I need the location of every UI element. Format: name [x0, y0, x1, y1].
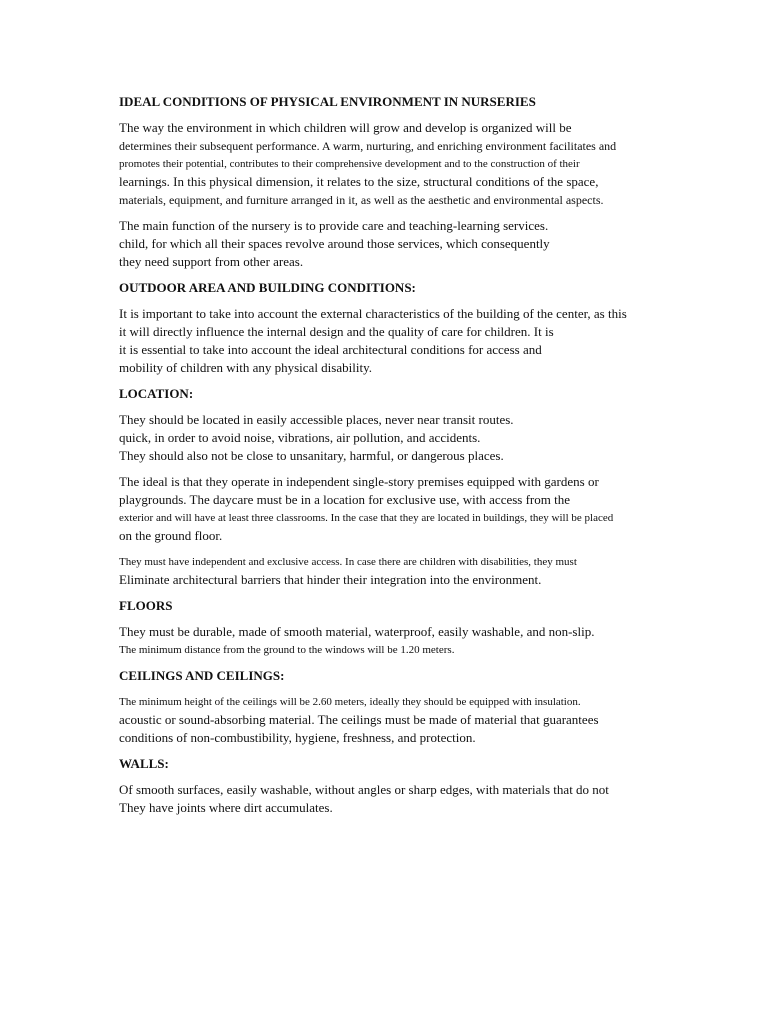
- section-heading-outdoor-area: OUTDOOR AREA AND BUILDING CONDITIONS:: [119, 280, 416, 295]
- section-heading-walls: WALLS:: [119, 756, 169, 771]
- text-line: playgrounds. The daycare must be in a location for exclusive use, with access from the: [119, 492, 571, 507]
- text-line: on the ground floor.: [119, 528, 223, 543]
- text-line: The minimum height of the ceilings will be 2.60 meters, ideally they should be equipped with insulation.: [119, 696, 581, 708]
- text-line: exterior and will have at least three classrooms. In the case that they are located in buildings, they will be placed: [119, 512, 614, 524]
- paragraph: [119, 553, 719, 589]
- text-line: The main function of the nursery is to provide care and teaching-learning services.: [119, 218, 549, 233]
- text-line: quick, in order to avoid noise, vibrations, air pollution, and accidents.: [119, 430, 481, 445]
- section-heading-ceilings: CEILINGS AND CEILINGS:: [119, 668, 285, 683]
- section-heading-floors: FLOORS: [119, 598, 173, 613]
- text-line: determines their subsequent performance. A warm, nurturing, and enriching environment facilitates and: [119, 139, 617, 153]
- text-line: promotes their potential, contributes to their comprehensive development and to the construction of their: [119, 158, 580, 170]
- text-line: mobility of children with any physical disability.: [119, 360, 372, 375]
- paragraph: [119, 217, 719, 271]
- paragraph: [119, 305, 719, 377]
- text-line: It is important to take into account the external characteristics of the building of the center, as this: [119, 306, 627, 321]
- text-line: they need support from other areas.: [119, 254, 304, 269]
- text-line: conditions of non-combustibility, hygiene, freshness, and protection.: [119, 730, 476, 745]
- document-page: [119, 93, 719, 825]
- text-line: The way the environment in which children will grow and develop is organized will be: [119, 120, 572, 135]
- paragraph: [119, 119, 719, 209]
- text-line: They should be located in easily accessible places, never near transit routes.: [119, 412, 514, 427]
- text-line: it is essential to take into account the ideal architectural conditions for access and: [119, 342, 542, 357]
- text-line: They must be durable, made of smooth material, waterproof, easily washable, and non-slip.: [119, 624, 595, 639]
- paragraph: [119, 623, 719, 659]
- paragraph: [119, 473, 719, 545]
- section-heading-ideal-conditions: IDEAL CONDITIONS OF PHYSICAL ENVIRONMENT IN NURSERIES: [119, 94, 536, 109]
- text-line: The minimum distance from the ground to the windows will be 1.20 meters.: [119, 644, 455, 656]
- text-line: They have joints where dirt accumulates.: [119, 800, 333, 815]
- text-line: They must have independent and exclusive access. In case there are children with disabilities, they must: [119, 556, 577, 568]
- text-line: The ideal is that they operate in independent single-story premises equipped with gardens or: [119, 474, 599, 489]
- text-line: child, for which all their spaces revolve around those services, which consequently: [119, 236, 550, 251]
- text-line: it will directly influence the internal design and the quality of care for children. It is: [119, 324, 554, 339]
- text-line: Of smooth surfaces, easily washable, without angles or sharp edges, with materials that do not: [119, 782, 609, 797]
- text-line: Eliminate architectural barriers that hinder their integration into the environment.: [119, 572, 542, 587]
- text-line: acoustic or sound-absorbing material. The ceilings must be made of material that guarantees: [119, 712, 599, 727]
- section-heading-location: LOCATION:: [119, 386, 194, 401]
- paragraph: [119, 411, 719, 465]
- text-line: learnings. In this physical dimension, it relates to the size, structural conditions of the space,: [119, 174, 599, 189]
- text-line: They should also not be close to unsanitary, harmful, or dangerous places.: [119, 448, 504, 463]
- text-line: materials, equipment, and furniture arranged in it, as well as the aesthetic and environmental aspects.: [119, 193, 604, 207]
- paragraph: [119, 781, 719, 817]
- paragraph: [119, 693, 719, 747]
